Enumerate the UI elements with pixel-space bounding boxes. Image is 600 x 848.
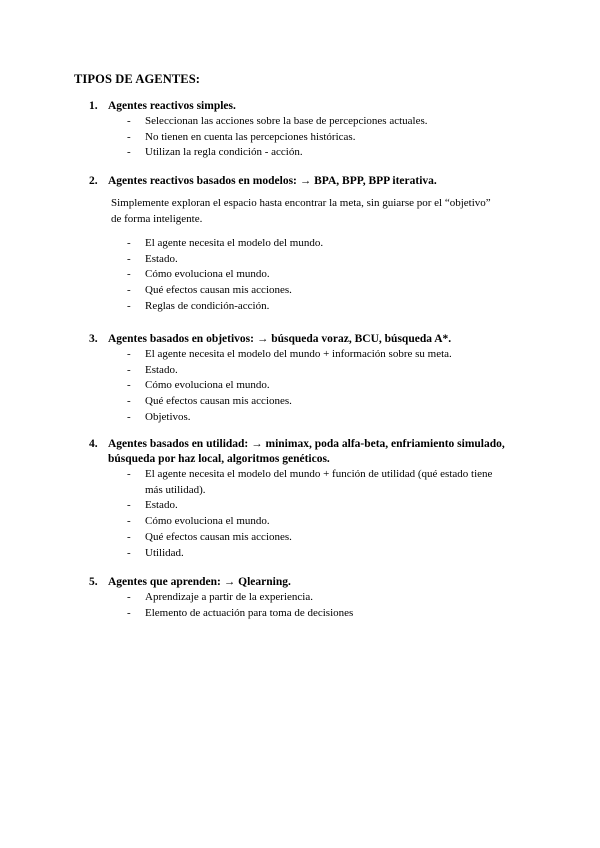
section-heading (89, 174, 539, 189)
list-item (89, 590, 539, 606)
list-item (89, 363, 539, 379)
section-title: Agentes basados en utilidad: → minimax, poda alfa-beta, enfriamiento simulado, búsqueda por haz local, algoritmos genéticos. (108, 438, 505, 465)
section-number: 3. (89, 333, 98, 345)
list-item (89, 347, 539, 363)
list-item-text: El agente necesita el modelo del mundo. (145, 237, 324, 249)
section-number: 5. (89, 576, 98, 588)
section-heading (89, 99, 539, 114)
dash-marker: - (127, 348, 131, 360)
list-item (89, 546, 539, 562)
section-reactivos-modelos (89, 174, 539, 315)
dash-marker: - (127, 284, 131, 297)
list-item-text: Estado. (145, 252, 178, 265)
section-number: 1. (89, 100, 98, 112)
section-heading (89, 332, 539, 347)
section-number: 2. (89, 175, 98, 187)
list-item-text: Seleccionan las acciones sobre la base de percepciones actuales. (145, 115, 428, 127)
dash-marker: - (127, 410, 131, 423)
dash-marker: - (127, 130, 131, 143)
section-paragraph: Simplemente exploran el espacio hasta encontrar la meta, sin guiarse por el “objetivo” de forma inteligente. (111, 197, 491, 225)
dash-marker: - (127, 546, 131, 559)
list-item (89, 378, 539, 394)
list-item-text: Cómo evoluciona el mundo. (145, 379, 270, 392)
bullet-list (89, 467, 539, 561)
list-item-text: Reglas de condición-acción. (145, 299, 270, 312)
bullet-list (89, 347, 539, 426)
document-title: TIPOS DE AGENTES: (74, 72, 201, 86)
list-item (89, 410, 539, 426)
list-item (89, 514, 539, 530)
list-item (89, 606, 539, 622)
list-item (89, 267, 539, 283)
list-item-text: Estado. (145, 363, 178, 376)
section-title: Agentes reactivos basados en modelos: → BPA, BPP, BPP iterativa. (108, 175, 437, 187)
section-number: 4. (89, 438, 98, 450)
bullet-list (89, 236, 539, 315)
dash-marker: - (127, 515, 131, 528)
list-item-text: Objetivos. (145, 410, 191, 423)
section-title: Agentes reactivos simples. (108, 100, 236, 112)
list-item-text: Utilidad. (145, 546, 184, 559)
section-heading (89, 437, 539, 467)
dash-marker: - (127, 379, 131, 392)
section-heading (89, 575, 539, 590)
list-item (89, 145, 539, 161)
list-item-text: Qué efectos causan mis acciones. (145, 284, 292, 297)
section-basados-utilidad (89, 437, 539, 561)
dash-marker: - (127, 237, 131, 249)
bullet-list (89, 114, 539, 161)
list-item (89, 283, 539, 299)
list-item-text: Utilizan la regla condición - acción. (145, 146, 303, 159)
section-que-aprenden (89, 575, 539, 621)
section-reactivos-simples (89, 99, 539, 161)
list-item-text: Cómo evoluciona el mundo. (145, 268, 270, 281)
list-item (89, 236, 539, 252)
list-item (89, 394, 539, 410)
dash-marker: - (127, 363, 131, 376)
dash-marker: - (127, 499, 131, 512)
dash-marker: - (127, 395, 131, 408)
list-item-text: Qué efectos causan mis acciones. (145, 530, 292, 543)
section-title: Agentes basados en objetivos: → búsqueda voraz, BCU, búsqueda A*. (108, 333, 452, 345)
section-title: Agentes que aprenden: → Qlearning. (108, 576, 291, 588)
list-item (89, 530, 539, 546)
dash-marker: - (127, 146, 131, 159)
list-item (89, 299, 539, 315)
dash-marker: - (127, 268, 131, 281)
list-item-text: Qué efectos causan mis acciones. (145, 395, 292, 408)
list-item-text: El agente necesita el modelo del mundo + información sobre su meta. (145, 348, 452, 360)
dash-marker: - (127, 530, 131, 543)
list-item-text: El agente necesita el modelo del mundo + función de utilidad (qué estado tiene más utilidad). (145, 468, 493, 496)
list-item (89, 498, 539, 514)
list-item (89, 130, 539, 146)
list-item-text: Elemento de actuación para toma de decisiones (145, 606, 354, 619)
dash-marker: - (127, 299, 131, 312)
dash-marker: - (127, 115, 131, 127)
dash-marker: - (127, 252, 131, 265)
bullet-list (89, 590, 539, 621)
dash-marker: - (127, 591, 131, 603)
list-item (89, 252, 539, 268)
list-item (89, 114, 539, 130)
list-item-text: Cómo evoluciona el mundo. (145, 515, 270, 528)
list-item-text: Estado. (145, 499, 178, 512)
section-basados-objetivos (89, 332, 539, 426)
list-item-text: Aprendizaje a partir de la experiencia. (145, 591, 313, 603)
dash-marker: - (127, 606, 131, 619)
dash-marker: - (127, 468, 131, 480)
list-item (89, 467, 539, 498)
list-item-text: No tienen en cuenta las percepciones históricas. (145, 130, 356, 143)
